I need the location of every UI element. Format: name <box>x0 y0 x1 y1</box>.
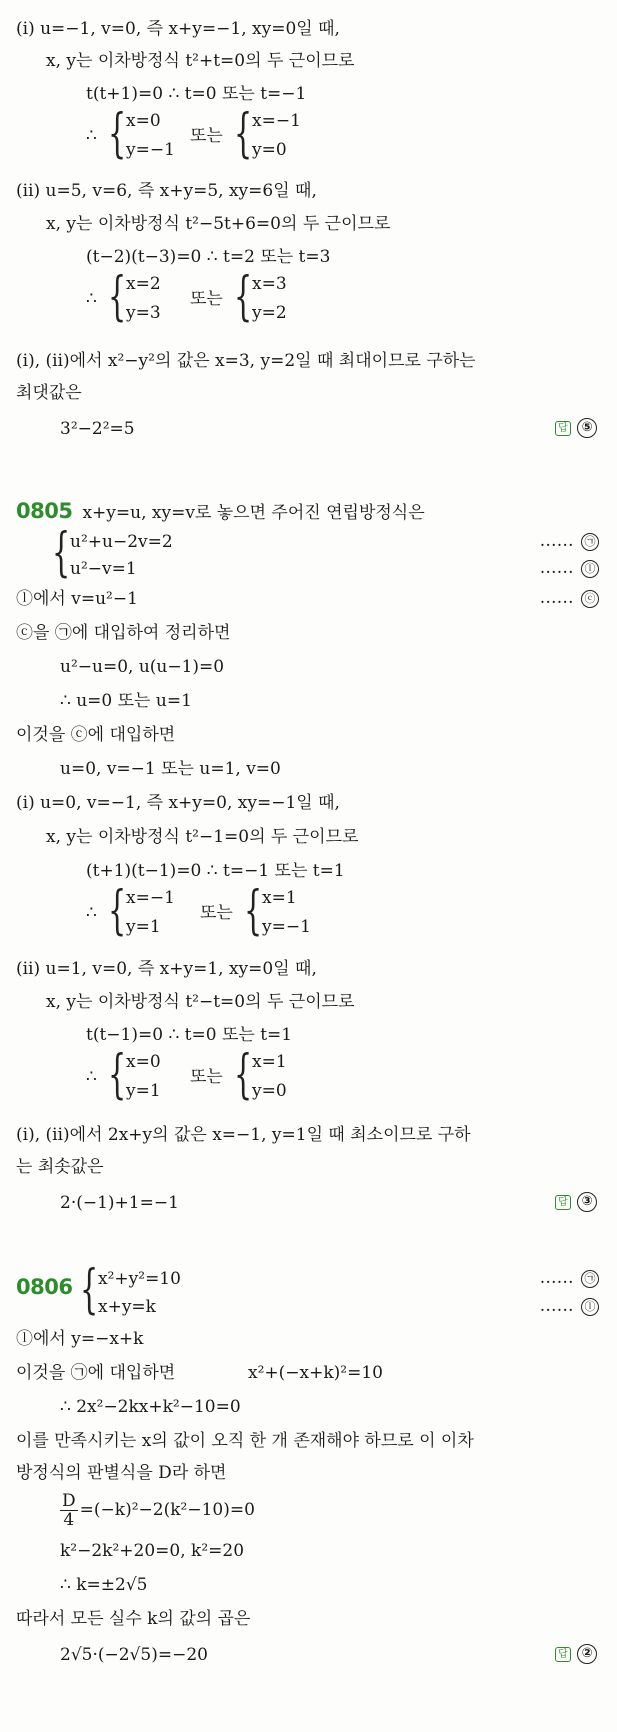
system-brace: { <box>108 104 127 164</box>
system-top: x=2 <box>126 274 161 294</box>
math-line: ∴ 2x²−2kx+k²−10=0 <box>60 1397 241 1417</box>
system-brace: { <box>80 1260 99 1320</box>
system-bottom: y=3 <box>126 303 161 323</box>
problem-intro: x+y=u, xy=v로 놓으면 주어진 연립방정식은 <box>82 503 425 523</box>
factorization-line: (t−2)(t−3)=0 ∴ t=2 또는 t=3 <box>86 247 331 267</box>
system-bottom: y=0 <box>252 1081 287 1101</box>
therefore-symbol: ∴ <box>86 903 97 923</box>
answer-mark <box>555 1192 597 1212</box>
math-line: k²−2k²+20=0, k²=20 <box>60 1541 245 1561</box>
final-computation: 2·(−1)+1=−1 <box>60 1193 179 1213</box>
problem-number: 0805 <box>16 499 73 523</box>
therefore-symbol: ∴ <box>86 126 97 146</box>
substitution-line: ⓛ에서 v=u²−1 <box>16 589 138 609</box>
factorization-line: t(t+1)=0 ∴ t=0 또는 t=−1 <box>86 84 307 104</box>
system-top: x=−1 <box>126 888 175 908</box>
system-top: x=0 <box>126 111 161 131</box>
instruction-line: 이것을 ⓒ에 대입하면 <box>16 725 176 745</box>
case-2-heading: (ⅱ) u=1, v=0, 즉 x+y=1, xy=0일 때, <box>16 959 317 979</box>
equation-tag: …… ㉠ <box>540 531 599 551</box>
system-top: x=0 <box>126 1052 161 1072</box>
problem-0805-header <box>16 500 425 524</box>
case-2-heading: (ⅱ) u=5, v=6, 즉 x+y=5, xy=6일 때, <box>16 181 317 201</box>
quadratic-statement: x, y는 이차방정식 t²+t=0의 두 근이므로 <box>46 51 355 71</box>
system-brace: { <box>244 881 263 941</box>
math-line: ∴ k=±2√5 <box>60 1575 148 1595</box>
circled-label-icon: ⓛ <box>581 1298 599 1316</box>
answer-number: ② <box>577 1644 597 1664</box>
answer-mark <box>555 418 597 438</box>
system-bottom: y=0 <box>252 140 287 160</box>
quadratic-statement: x, y는 이차방정식 t²−t=0의 두 근이므로 <box>46 992 355 1012</box>
system-top: x=1 <box>252 1052 287 1072</box>
circled-label-icon: ⓒ <box>581 590 599 608</box>
system-brace: { <box>108 267 127 327</box>
or-label: 또는 <box>190 1067 223 1087</box>
system-bottom: y=1 <box>126 917 161 937</box>
system-bottom: y=2 <box>252 303 287 323</box>
equation-1: u²+u−2v=2 <box>70 532 173 552</box>
answer-label-icon: 답 <box>555 1647 571 1662</box>
final-computation: 3²−2²=5 <box>60 419 135 439</box>
conclusion-line: 따라서 모든 실수 k의 값의 곱은 <box>16 1609 251 1629</box>
substitution-line: ⓛ에서 y=−x+k <box>16 1329 144 1349</box>
system-top: x=1 <box>262 888 297 908</box>
case-1-heading: (ⅰ) u=−1, v=0, 즉 x+y=−1, xy=0일 때, <box>16 19 340 39</box>
system-brace: { <box>108 1045 127 1105</box>
system-brace: { <box>234 1045 253 1105</box>
or-label: 또는 <box>200 903 233 923</box>
explanation-line: 방정식의 판별식을 D라 하면 <box>16 1463 227 1483</box>
answer-number: ③ <box>577 1192 597 1212</box>
answer-mark <box>555 1644 597 1664</box>
equation-2: u²−v=1 <box>70 559 137 579</box>
math-line: x²+(−x+k)²=10 <box>248 1363 383 1383</box>
equation-tag: …… ⓛ <box>540 1296 599 1316</box>
problem-0806-header <box>16 1276 82 1300</box>
therefore-symbol: ∴ <box>86 1067 97 1087</box>
final-computation: 2√5·(−2√5)=−20 <box>60 1645 208 1665</box>
quadratic-statement: x, y는 이차방정식 t²−1=0의 두 근이므로 <box>46 827 359 847</box>
or-label: 또는 <box>190 126 223 146</box>
answer-label-icon: 답 <box>555 421 571 436</box>
instruction-line: 이것을 ㉠에 대입하면 <box>16 1363 176 1383</box>
circled-label-icon: ⓛ <box>581 560 599 578</box>
system-bottom: y=1 <box>126 1081 161 1101</box>
system-brace: { <box>234 104 253 164</box>
equation-2: x+y=k <box>98 1297 156 1317</box>
math-line: u=0, v=−1 또는 u=1, v=0 <box>60 759 281 779</box>
therefore-symbol: ∴ <box>86 289 97 309</box>
instruction-line: ⓒ을 ㉠에 대입하여 정리하면 <box>16 623 231 643</box>
conclusion-line: 는 최솟값은 <box>16 1157 104 1177</box>
equation-tag: …… ⓒ <box>540 588 599 608</box>
conclusion-line: (ⅰ), (ⅱ)에서 2x+y의 값은 x=−1, y=1일 때 최소이므로 구하 <box>16 1125 471 1145</box>
answer-label-icon: 답 <box>555 1195 571 1210</box>
equation-tag: …… ⓛ <box>540 558 599 578</box>
answer-number: ⑤ <box>577 418 597 438</box>
system-brace: { <box>108 881 127 941</box>
factorization-line: (t+1)(t−1)=0 ∴ t=−1 또는 t=1 <box>86 861 345 881</box>
problem-number: 0806 <box>16 1275 73 1299</box>
system-top: x=−1 <box>252 111 301 131</box>
fraction: $\frac{D}{4}$ <box>62 1491 76 1530</box>
system-brace: { <box>234 267 253 327</box>
case-1-heading: (ⅰ) u=0, v=−1, 즉 x+y=0, xy=−1일 때, <box>16 793 340 813</box>
explanation-line: 이를 만족시키는 x의 값이 오직 한 개 존재해야 하므로 이 이차 <box>16 1431 474 1451</box>
equation-1: x²+y²=10 <box>98 1269 181 1289</box>
conclusion-line: 최댓값은 <box>16 383 82 403</box>
system-top: x=3 <box>252 274 287 294</box>
math-line: ∴ u=0 또는 u=1 <box>60 691 192 711</box>
quadratic-statement: x, y는 이차방정식 t²−5t+6=0의 두 근이므로 <box>46 214 391 234</box>
factorization-line: t(t−1)=0 ∴ t=0 또는 t=1 <box>86 1025 293 1045</box>
or-label: 또는 <box>190 289 223 309</box>
math-line: u²−u=0, u(u−1)=0 <box>60 657 225 677</box>
system-brace: { <box>52 523 71 583</box>
circled-label-icon: ㉠ <box>581 1270 599 1288</box>
discriminant-line: $\frac{D}{4}$ =(−k)²−2(k²−10)=0 <box>62 1491 255 1530</box>
system-bottom: y=−1 <box>262 917 311 937</box>
conclusion-line: (ⅰ), (ⅱ)에서 x²−y²의 값은 x=3, y=2일 때 최대이므로 구하는 <box>16 351 476 371</box>
equation-tag: …… ㉠ <box>540 1268 599 1288</box>
circled-label-icon: ㉠ <box>581 533 599 551</box>
system-bottom: y=−1 <box>126 140 175 160</box>
